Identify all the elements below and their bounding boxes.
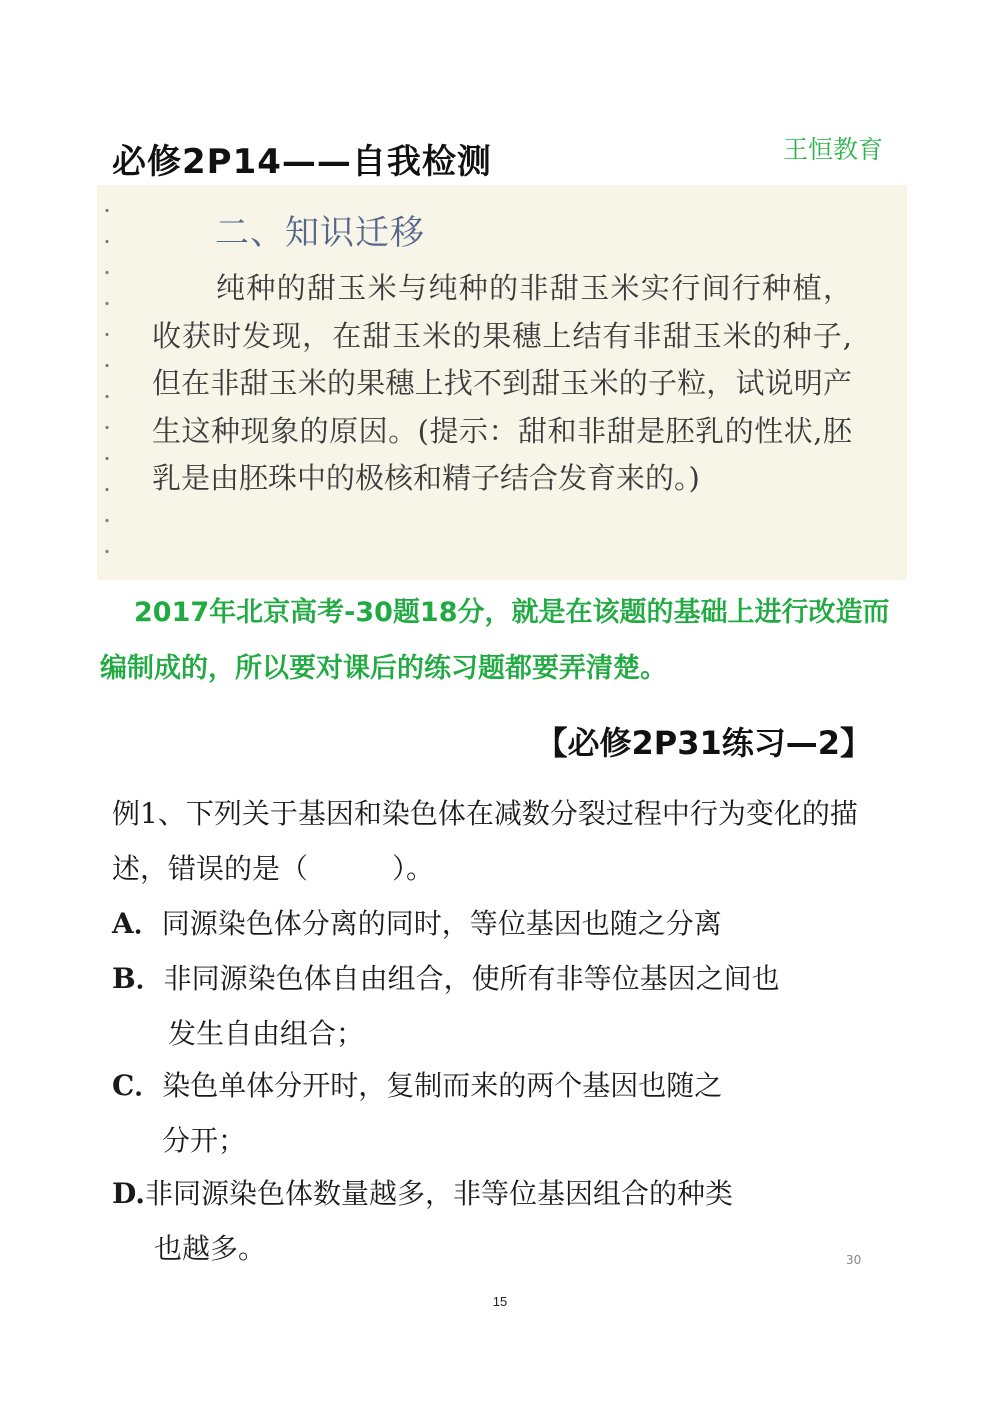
option-text: 同源染色体分离的同时，等位基因也随之分离 [161, 907, 722, 940]
corner-number: 30 [846, 1253, 862, 1267]
option-text-continued: 发生自由组合； [168, 1017, 365, 1050]
option-d [112, 1166, 872, 1276]
scan-heading: 二、知识迁移 [215, 213, 425, 253]
practice-reference: 【必修2P31练习—2】 [535, 724, 872, 762]
option-letter: B． [112, 962, 164, 995]
textbook-scan-panel [97, 185, 907, 580]
exam-note: 2017年北京高考-30题18分，就是在该题的基础上进行改造而编制成的，所以要对课后的练习题都要弄清楚。 [100, 597, 890, 684]
option-letter: A． [112, 907, 162, 940]
option-b [112, 951, 872, 1061]
page-number: 15 [492, 1294, 508, 1309]
option-text-continued: 分开； [162, 1124, 247, 1157]
binding-dots [105, 185, 109, 580]
page-title: 必修2P14——自我检测 [112, 142, 492, 182]
option-letter: D. [112, 1177, 146, 1210]
question-stem: 例1、下列关于基因和染色体在减数分裂过程中行为变化的描述，错误的是（ ）。 [112, 797, 858, 885]
option-text: 非同源染色体数量越多，非等位基因组合的种类 [145, 1177, 734, 1210]
option-c [112, 1058, 872, 1168]
option-text: 染色单体分开时，复制而来的两个基因也随之 [162, 1069, 723, 1102]
option-a [112, 896, 872, 951]
option-text-continued: 也越多。 [154, 1232, 267, 1265]
brand-label: 王恒教育 [783, 135, 884, 164]
option-letter: C． [112, 1069, 163, 1102]
option-text: 非同源染色体自由组合，使所有非等位基因之间也 [163, 962, 780, 995]
scan-body-text: 纯种的甜玉米与纯种的非甜玉米实行间行种植，收获时发现，在甜玉米的果穗上结有非甜玉米的种子,但在非甜玉米的果穗上找不到甜玉米的子粒，试说明产生这种现象的原因。(提示：甜和非甜是胚乳的性状,胚乳是由胚珠中的极核和精子结合发育来的。) [152, 271, 852, 495]
